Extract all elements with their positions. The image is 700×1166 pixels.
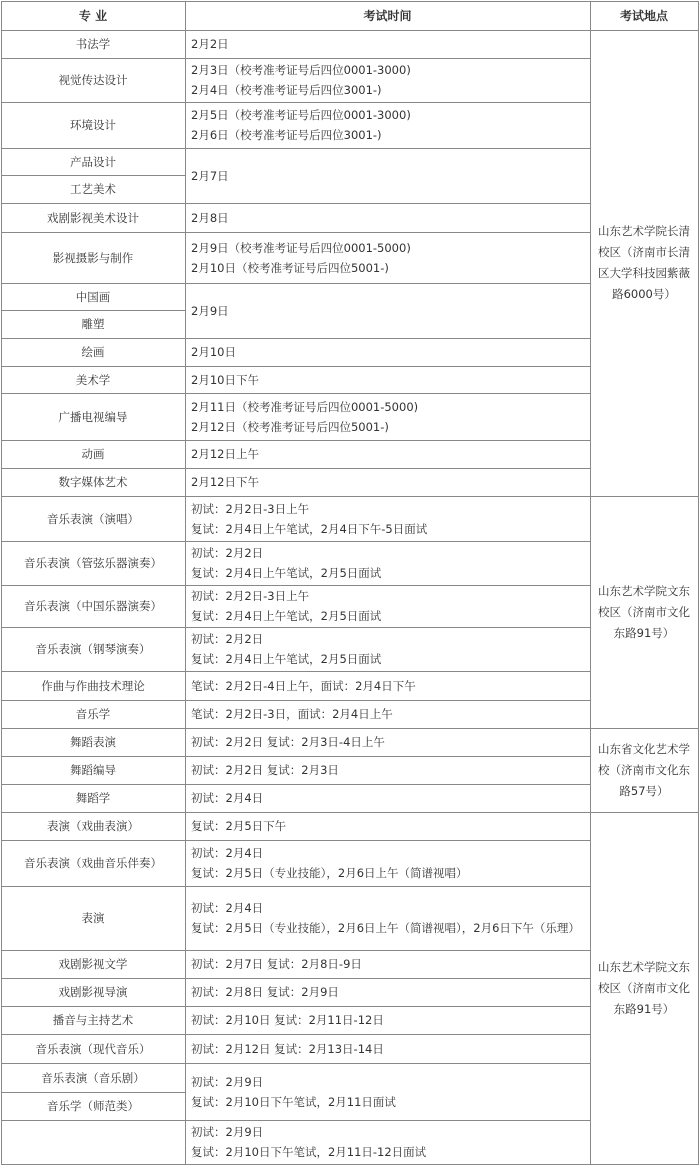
exam-time-line: 初试：2月4日 xyxy=(191,901,264,915)
table-grid-line xyxy=(1,700,186,701)
table-grid-line xyxy=(185,812,591,813)
major-cell xyxy=(1,468,185,496)
major-cell xyxy=(1,950,185,978)
major-name: 作曲与作曲技术理论 xyxy=(41,678,145,693)
major-cell xyxy=(1,700,185,728)
exam-time-line: 笔试：2月2日-4日上午，面试：2月4日下午 xyxy=(191,678,416,693)
exam-time-line: 复试：2月4日上午笔试，2月4日下午-5日面试 xyxy=(191,521,428,536)
exam-location-text: 山东艺术学院文东校区（济南市文化东路91号） xyxy=(598,583,690,640)
exam-location-text: 山东省文化艺术学校（济南市文化东路57号） xyxy=(598,741,690,798)
table-grid-line xyxy=(185,440,591,441)
table-grid-line xyxy=(1,175,186,176)
table-grid-line xyxy=(590,30,699,31)
table-grid-line xyxy=(185,728,591,729)
exam-time-line: 初试：2月2日 复试：2月3日-4日上午 xyxy=(191,735,385,749)
major-name: 数字媒体艺术 xyxy=(58,475,128,489)
exam-time-cell xyxy=(185,728,590,756)
exam-time-line: 复试：2月10日下午笔试，2月11日面试 xyxy=(191,1094,396,1109)
major-cell xyxy=(1,232,185,283)
table-grid-line xyxy=(185,468,591,469)
major-cell xyxy=(1,1034,185,1063)
table-grid-line xyxy=(1,1006,186,1007)
table-grid-line xyxy=(590,1164,699,1165)
exam-time-cell xyxy=(185,203,590,232)
exam-time-line: 初试：2月2日 xyxy=(191,546,264,560)
exam-time-line: 2月11日（校考准考证号后四位0001-5000) xyxy=(191,399,419,414)
major-cell xyxy=(1,812,185,840)
major-name: 产品设计 xyxy=(70,154,116,169)
major-name: 视觉传达设计 xyxy=(58,73,128,87)
exam-time-line: 初试：2月2日-3日上午 xyxy=(191,501,310,516)
table-grid-line xyxy=(1,1,186,2)
major-name: 广播电视编导 xyxy=(58,409,128,424)
table-grid-line xyxy=(1,102,186,103)
table-grid-line xyxy=(590,728,699,729)
table-grid-line xyxy=(1,812,186,813)
header-location xyxy=(590,1,698,30)
table-grid-line xyxy=(1,541,186,542)
major-cell xyxy=(1,840,185,886)
major-name: 音乐表演（中国乐器演奏） xyxy=(24,599,162,613)
exam-time-line: 2月10日下午 xyxy=(191,372,259,387)
table-grid-line xyxy=(1,1034,186,1035)
major-name: 音乐表演（钢琴演奏） xyxy=(35,642,151,656)
table-grid-line xyxy=(185,496,591,497)
major-name: 影视摄影与制作 xyxy=(52,250,134,265)
exam-time-line: 复试：2月10日下午笔试，2月11日-12日面试 xyxy=(191,1145,427,1159)
exam-time-line: 初试：2月2日-3日上午 xyxy=(191,589,310,603)
exam-time-cell xyxy=(185,671,590,700)
major-cell xyxy=(1,1006,185,1034)
table-grid-line xyxy=(1,468,186,469)
header-location-label: 考试地点 xyxy=(619,8,668,23)
major-cell xyxy=(1,102,185,148)
exam-time-line: 初试：2月4日 xyxy=(191,791,264,805)
exam-time-line: 初试：2月7日 复试：2月8日-9日 xyxy=(191,957,362,971)
major-cell xyxy=(1,440,185,468)
major-cell xyxy=(1,148,185,175)
table-grid-line xyxy=(185,102,591,103)
exam-time-cell xyxy=(185,148,590,203)
table-grid-line xyxy=(1,393,186,394)
exam-time-cell xyxy=(185,585,590,627)
table-grid-line xyxy=(1,366,186,367)
major-cell xyxy=(1,366,185,393)
exam-time-cell xyxy=(185,366,590,393)
exam-time-line: 复试：2月4日上午笔试，2月5日面试 xyxy=(191,609,382,623)
major-name: 戏剧影视美术设计 xyxy=(47,210,139,225)
exam-time-line: 2月2日 xyxy=(191,37,229,51)
major-name: 舞蹈编导 xyxy=(70,763,116,777)
exam-time-cell xyxy=(185,496,590,541)
major-cell xyxy=(1,728,185,756)
major-name: 戏剧影视导演 xyxy=(58,985,128,999)
table-grid-line xyxy=(1,978,186,979)
table-grid-line xyxy=(1,1120,186,1121)
major-cell xyxy=(1,978,185,1006)
major-cell xyxy=(1,1063,185,1092)
exam-time-line: 复试：2月4日上午笔试，2月5日面试 xyxy=(191,652,382,666)
exam-time-cell xyxy=(185,627,590,671)
major-name: 工艺美术 xyxy=(70,182,116,196)
table-grid-line xyxy=(185,671,591,672)
table-grid-line xyxy=(185,784,591,785)
major-name: 舞蹈表演 xyxy=(70,735,116,749)
table-grid-line xyxy=(185,283,591,284)
table-grid-line xyxy=(185,366,591,367)
exam-time-cell xyxy=(185,1120,590,1164)
exam-time-line: 2月3日（校考准考证号后四位0001-3000) xyxy=(191,63,411,77)
major-cell xyxy=(1,671,185,700)
major-name: 绘画 xyxy=(81,345,105,359)
exam-time-cell xyxy=(185,58,590,102)
table-grid-line xyxy=(1,232,186,233)
exam-location-text: 山东艺术学院长清校区（济南市长清区大学科技园紫薇路6000号） xyxy=(598,224,690,301)
exam-time-cell xyxy=(185,1006,590,1034)
exam-time-cell xyxy=(185,886,590,950)
major-cell xyxy=(1,283,185,310)
exam-time-line: 初试：2月9日 xyxy=(191,1125,264,1139)
major-name: 戏剧影视文学 xyxy=(58,957,128,971)
exam-time-line: 2月8日 xyxy=(191,210,229,225)
table-grid-line xyxy=(185,338,591,339)
table-grid-line xyxy=(590,812,699,813)
exam-time-line: 初试：2月9日 xyxy=(191,1074,264,1089)
exam-time-line: 2月9日 xyxy=(191,303,229,318)
table-grid-line xyxy=(185,148,591,149)
exam-time-cell xyxy=(185,541,590,585)
major-cell xyxy=(1,541,185,585)
exam-time-cell xyxy=(185,232,590,283)
major-cell xyxy=(1,338,185,366)
table-grid-line xyxy=(1,950,186,951)
major-name: 雕塑 xyxy=(81,317,105,331)
exam-time-line: 2月7日 xyxy=(191,168,229,183)
exam-time-line: 2月12日上午 xyxy=(191,447,259,461)
major-cell xyxy=(1,203,185,232)
table-grid-line xyxy=(185,950,591,951)
table-grid-line xyxy=(1,338,186,339)
table-grid-line xyxy=(1,283,186,284)
header-major xyxy=(1,1,185,30)
exam-time-line: 初试：2月2日 xyxy=(191,632,264,646)
table-grid-line xyxy=(1,886,186,887)
table-grid-line xyxy=(590,496,699,497)
exam-location-cell xyxy=(590,30,698,496)
exam-time-cell xyxy=(185,784,590,812)
exam-time-line: 初试：2月12日 复试：2月13日-14日 xyxy=(191,1041,384,1056)
exam-location-cell xyxy=(590,812,698,1164)
table-grid-line xyxy=(185,1063,591,1064)
major-cell xyxy=(1,627,185,671)
exam-time-line: 2月12日（校考准考证号后四位5001-) xyxy=(191,419,389,434)
major-name: 音乐学 xyxy=(75,707,111,721)
exam-time-line: 2月4日（校考准考证号后四位3001-) xyxy=(191,83,382,97)
table-grid-line xyxy=(185,1164,591,1165)
exam-time-cell xyxy=(185,950,590,978)
major-cell xyxy=(1,496,185,541)
table-grid-line xyxy=(185,1120,591,1121)
exam-time-cell xyxy=(185,30,590,58)
exam-time-cell xyxy=(185,440,590,468)
major-cell xyxy=(1,175,185,203)
exam-time-line: 2月5日（校考准考证号后四位0001-3000) xyxy=(191,108,411,122)
major-cell xyxy=(1,585,185,627)
major-cell xyxy=(1,58,185,102)
table-grid-line xyxy=(1,440,186,441)
major-cell xyxy=(1,310,185,338)
table-grid-line xyxy=(1,585,186,586)
exam-time-line: 初试：2月2日 复试：2月3日 xyxy=(191,763,339,777)
exam-time-cell xyxy=(185,756,590,784)
major-name: 动画 xyxy=(81,447,105,461)
table-grid-line xyxy=(185,700,591,701)
major-name: 音乐表演（音乐剧） xyxy=(41,1070,145,1085)
exam-time-line: 2月6日（校考准考证号后四位3001-) xyxy=(191,128,382,142)
major-name: 音乐表演（管弦乐器演奏） xyxy=(24,556,162,570)
exam-time-line: 2月12日下午 xyxy=(191,475,259,489)
table-grid-line xyxy=(185,840,591,841)
exam-time-cell xyxy=(185,283,590,338)
major-cell xyxy=(1,393,185,440)
table-grid-line xyxy=(185,585,591,586)
table-grid-line xyxy=(185,30,591,31)
header-time-label: 考试时间 xyxy=(363,8,412,23)
table-grid-line xyxy=(1,784,186,785)
major-name: 音乐表演（现代音乐） xyxy=(35,1041,151,1056)
table-grid-line xyxy=(185,393,591,394)
major-cell xyxy=(1,30,185,58)
major-cell xyxy=(1,886,185,950)
table-grid-line xyxy=(590,1,699,2)
exam-time-line: 2月9日（校考准考证号后四位0001-5000) xyxy=(191,240,411,255)
major-name: 书法学 xyxy=(75,37,111,51)
table-grid-line xyxy=(1,30,186,31)
exam-time-line: 复试：2月4日上午笔试，2月5日面试 xyxy=(191,566,382,580)
table-grid-line xyxy=(185,756,591,757)
exam-location-text: 山东艺术学院文东校区（济南市文化东路91号） xyxy=(598,959,690,1016)
major-name: 播音与主持艺术 xyxy=(52,1013,134,1027)
major-name: 音乐学（师范类） xyxy=(47,1099,139,1113)
table-grid-line xyxy=(185,203,591,204)
major-name: 表演 xyxy=(81,911,105,925)
table-grid-line xyxy=(185,627,591,628)
major-name: 音乐表演（戏曲音乐伴奏） xyxy=(24,856,162,870)
major-cell xyxy=(1,756,185,784)
table-grid-line xyxy=(1,203,186,204)
table-grid-line xyxy=(1,310,186,311)
table-grid-line xyxy=(185,1006,591,1007)
exam-time-line: 初试：2月4日 xyxy=(191,846,264,860)
major-cell xyxy=(1,784,185,812)
table-grid-line xyxy=(1,1063,186,1064)
exam-time-line: 复试：2月5日下午 xyxy=(191,819,287,833)
exam-time-line: 初试：2月10日 复试：2月11日-12日 xyxy=(191,1013,384,1027)
exam-time-cell xyxy=(185,393,590,440)
table-grid-line xyxy=(698,1,699,1165)
table-grid-line xyxy=(1,148,186,149)
major-name: 舞蹈学 xyxy=(75,791,111,805)
exam-time-cell xyxy=(185,102,590,148)
table-grid-line xyxy=(185,886,591,887)
table-grid-line xyxy=(185,1034,591,1035)
exam-time-cell xyxy=(185,468,590,496)
major-name: 环境设计 xyxy=(70,118,116,132)
exam-time-line: 复试：2月5日（专业技能），2月6日上午（简谱视唱），2月6日下午（乐理） xyxy=(191,921,580,935)
major-name: 表演（戏曲表演） xyxy=(47,819,139,833)
exam-time-line: 2月10日（校考准考证号后四位5001-) xyxy=(191,260,389,275)
major-name: 音乐表演（演唱） xyxy=(47,511,139,526)
major-cell xyxy=(1,1092,185,1120)
header-time xyxy=(185,1,590,30)
table-grid-line xyxy=(1,627,186,628)
header-major-label: 专 业 xyxy=(78,8,108,23)
table-grid-line xyxy=(185,1,591,2)
table-grid-line xyxy=(1,756,186,757)
exam-time-cell xyxy=(185,1034,590,1063)
table-grid-line xyxy=(185,58,591,59)
table-grid-line xyxy=(1,58,186,59)
major-name: 中国画 xyxy=(75,289,111,304)
table-grid-line xyxy=(185,541,591,542)
table-grid-line xyxy=(1,496,186,497)
exam-time-cell xyxy=(185,1063,590,1120)
exam-time-line: 复试：2月5日（专业技能），2月6日上午（简谱视唱） xyxy=(191,866,468,880)
major-name: 美术学 xyxy=(75,372,111,387)
table-grid-line xyxy=(590,1,591,1165)
table-grid-line xyxy=(1,1164,186,1165)
exam-time-cell xyxy=(185,978,590,1006)
table-grid-line xyxy=(1,840,186,841)
exam-time-cell xyxy=(185,840,590,886)
exam-time-line: 初试：2月8日 复试：2月9日 xyxy=(191,985,339,999)
exam-time-line: 2月10日 xyxy=(191,345,236,359)
exam-time-cell xyxy=(185,338,590,366)
table-grid-line xyxy=(185,232,591,233)
table-grid-line xyxy=(1,1092,186,1093)
exam-time-line: 笔试：2月2日-3日，面试：2月4日上午 xyxy=(191,707,393,721)
table-grid-line xyxy=(1,671,186,672)
table-grid-line xyxy=(185,978,591,979)
exam-time-cell xyxy=(185,812,590,840)
exam-location-cell xyxy=(590,728,698,812)
exam-location-cell xyxy=(590,496,698,728)
exam-time-cell xyxy=(185,700,590,728)
table-grid-line xyxy=(1,728,186,729)
